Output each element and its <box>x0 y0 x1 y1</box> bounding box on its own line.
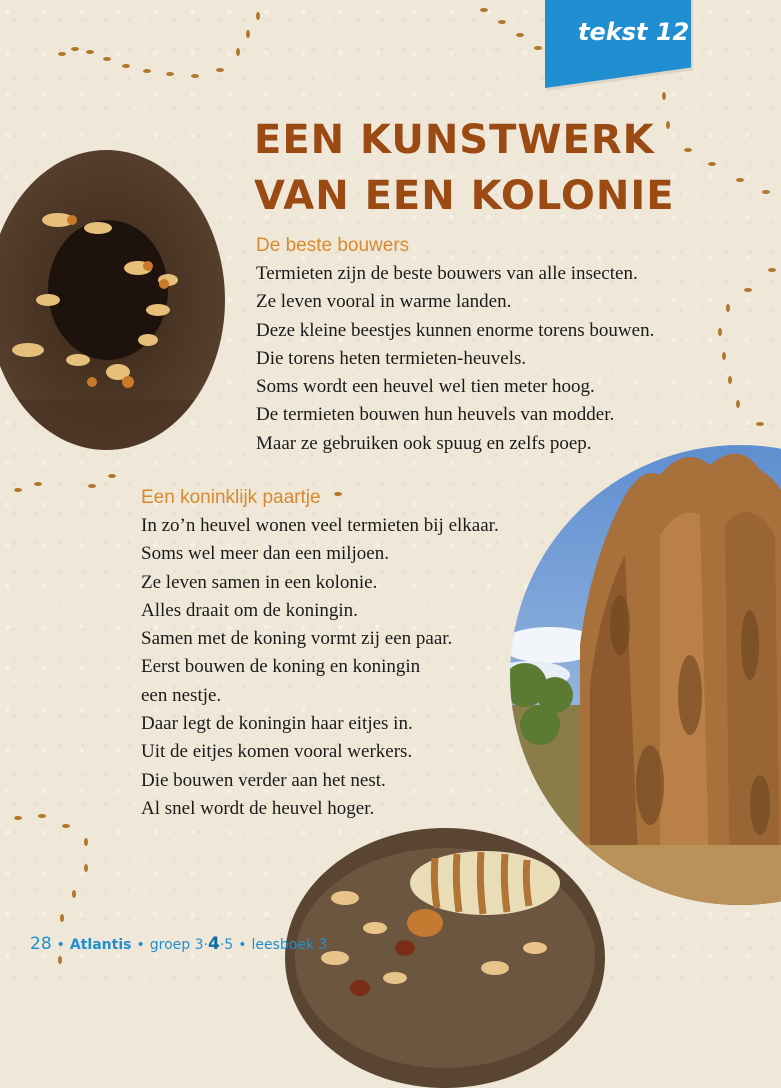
page-title <box>254 112 675 224</box>
section-paragraph-1 <box>256 260 654 458</box>
separator-dot: · <box>219 937 225 953</box>
separator-dot: • <box>56 937 65 953</box>
series-name: Atlantis <box>69 937 132 953</box>
text-line: Ze leven samen in een kolonie. <box>141 571 378 593</box>
text-line: Deze kleine beestjes kunnen enorme torens bouwen. <box>256 319 655 341</box>
text-line: In zo’n heuvel wonen veel termieten bij elkaar. <box>141 515 499 536</box>
book-name: leesboek 3 <box>251 937 328 953</box>
group-prefix: groep 3 <box>149 937 204 953</box>
text-line: Soms wel meer dan een miljoen. <box>141 543 389 565</box>
text-line: Daar legt de koningin haar eitjes in. <box>141 713 413 735</box>
text-line: een nestje. <box>141 684 222 706</box>
text-number-label: tekst 12 <box>578 18 690 46</box>
title-line-2: VAN EEN KOLONIE <box>254 173 675 219</box>
text-line: Eerst bouwen de koning en koningin <box>141 656 421 678</box>
text-line: Al snel wordt de heuvel hoger. <box>141 797 375 819</box>
separator-dot: • <box>136 937 145 953</box>
text-line: Alles draait om de koningin. <box>141 599 358 621</box>
text-line: De termieten bouwen hun heuvels van modder. <box>256 404 615 426</box>
text-line: Termieten zijn de beste bouwers van alle insecten. <box>256 263 638 284</box>
section-heading-1: De beste bouwers <box>256 235 410 256</box>
separator-dot: • <box>238 937 247 953</box>
termite-queen-photo <box>285 828 605 1088</box>
title-line-1: EEN KUNSTWERK <box>254 117 655 163</box>
group-suffix: 5 <box>224 937 234 953</box>
text-line: Maar ze gebruiken ook spuug en zelfs poep. <box>256 432 592 454</box>
text-line: Soms wordt een heuvel wel tien meter hoog. <box>256 376 595 398</box>
page-number: 28 <box>30 934 52 954</box>
text-line: Samen met de koning vormt zij een paar. <box>141 628 453 650</box>
text-line: Uit de eitjes komen vooral werkers. <box>141 741 413 763</box>
section-heading-2: Een koninklijk paartje <box>141 487 321 508</box>
text-line: Die torens heten termieten-heuvels. <box>256 347 527 369</box>
page-footer <box>30 934 327 954</box>
separator-dot: · <box>203 937 208 953</box>
text-line: Die bouwen verder aan het nest. <box>141 769 386 791</box>
section-paragraph-2 <box>141 512 499 823</box>
text-line: Ze leven vooral in warme landen. <box>256 291 512 313</box>
group-current: 4 <box>207 934 220 954</box>
